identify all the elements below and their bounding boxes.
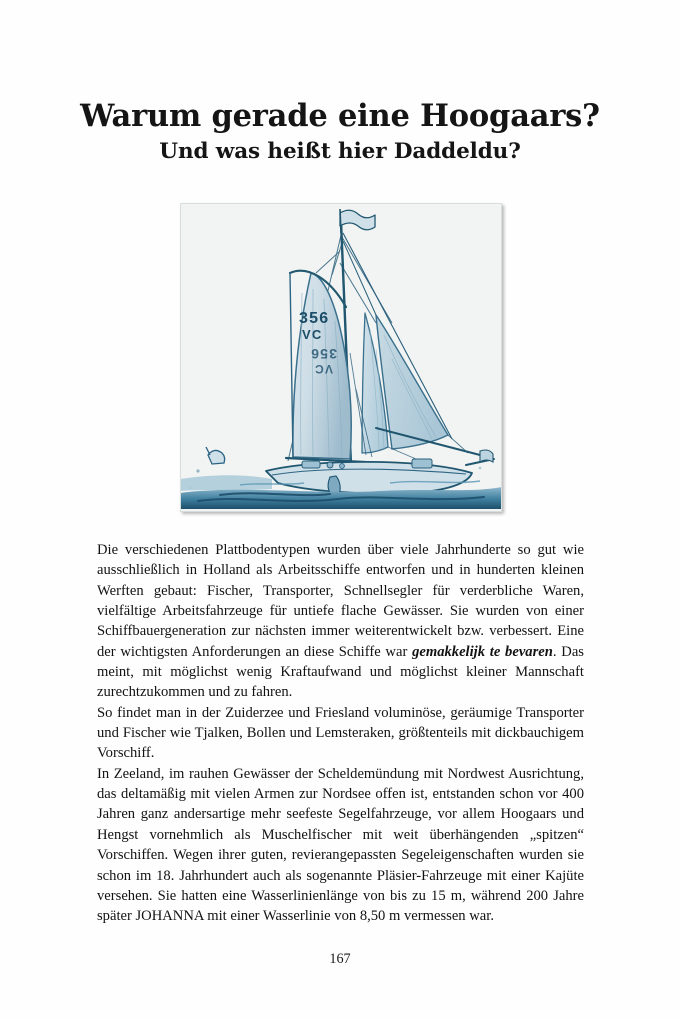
body-text (97, 540, 584, 927)
svg-text:356: 356 (299, 310, 330, 327)
svg-text:VC: VC (302, 327, 323, 342)
svg-text:VC: VC (313, 362, 333, 376)
paragraph-2: So findet man in der Zuiderzee und Friesland voluminöse, geräumige Transporter und Fischer wie Tjalken, Bollen und Lemsteraken, größtenteils mit dickbauchigem Vorschiff. (97, 704, 584, 762)
delft-tile-sailboat-illustration (180, 203, 502, 512)
paragraph-1 (97, 540, 584, 703)
sailboat-drawing (180, 203, 502, 512)
page-title: Warum gerade eine Hoogaars? (80, 98, 600, 134)
emphasis-gemakkelijk-te-bevaren: gemakkelijk te bevaren (412, 643, 553, 660)
paragraph-1-after-emphasis: . Das meint, mit möglichst wenig Kraftaufwand und möglichst kleiner Mannschaft zurechtzukommen und zu fahren. (97, 643, 584, 701)
heading-block (0, 100, 680, 164)
paragraph-3: In Zeeland, im rauhen Gewässer der Scheldemündung mit Nordwest Ausrichtung, das deltamäßig mit vielen Armen zur Nordsee offen ist, entstanden schon vor 400 Jahren ganz andersartige mehr seefeste Segelfahrzeuge, vor allem Hoogaars und Hengst vornehmlich als Muschelfischer mit weit überhängenden „spitzen“ Vorschiffen. Wegen ihrer guten, revierangepassten Segeleigenschaften wurden sie schon im 18. Jahrhundert auch als sogenannte Pläsier-Fahrzeuge mit einer Kajüte versehen. Sie hatten eine Wasserlinienlänge von bis zu 15 m, während 200 Jahre später JOHANNA mit einer Wasserlinie von 8,50 m vermessen war. (97, 765, 584, 925)
page-number: 167 (329, 951, 351, 967)
paragraph-1-before-emphasis: Die verschiedenen Plattbodentypen wurden über viele Jahrhunderte so gut wie ausschließlich in Holland als Arbeitsschiffe entworfen und in hunderten kleinen Werften gebaut: Fischer, Transporter, Schnellsegler für verderbliche Waren, vielfältige Arbeitsfahrzeuge für untiefe flache Gewässer. Sie wurden von einer Schiffbauergeneration zur nächsten immer weiterentwickelt bzw. verbessert. Eine der wichtigsten Anforderungen an diese Schiffe war (97, 542, 584, 660)
page-subtitle: Und was heißt hier Daddeldu? (159, 138, 521, 164)
svg-text:356: 356 (310, 346, 337, 362)
